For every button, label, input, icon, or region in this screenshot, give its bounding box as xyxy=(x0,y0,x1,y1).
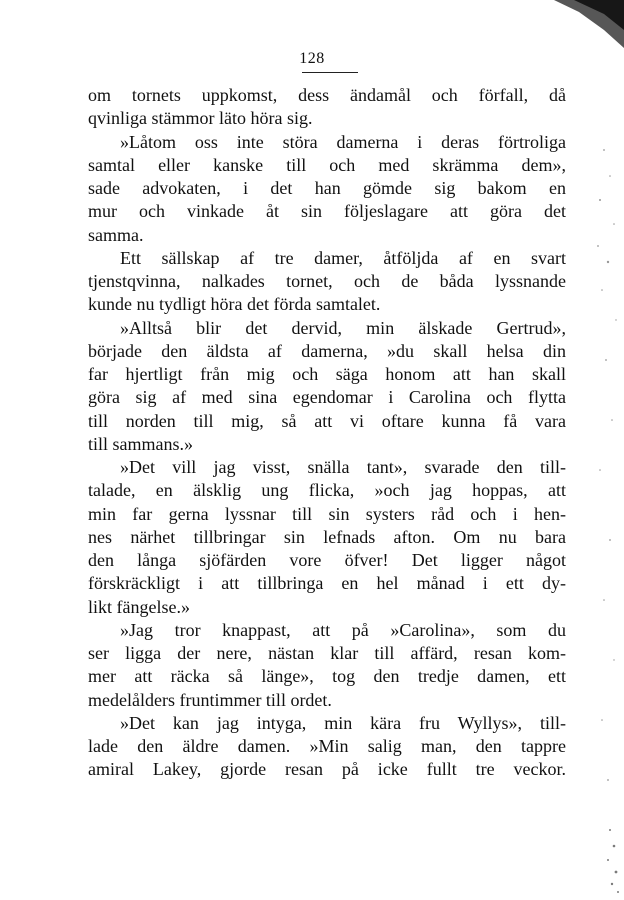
text-line: amiral Lakey, gjorde resan på icke fullt tre veckor. xyxy=(88,759,566,780)
text-line: »Det vill jag visst, snälla tant», svarade den till- xyxy=(120,457,566,477)
text-line: till sammans.» xyxy=(88,433,193,454)
text-line: medelålders fruntimmer till ordet. xyxy=(88,689,332,710)
text-line: samtal eller kanske till och med skrämma dem», xyxy=(88,154,566,175)
text-line: »Låtom oss inte störa damerna i deras förtroliga xyxy=(120,131,566,152)
text-line: tjenstqvinna, nalkades tornet, och de båda lyssnande xyxy=(88,271,566,291)
text-line: började den äldsta af damerna, »du skall helsa din xyxy=(88,340,566,361)
text-line: samma. xyxy=(88,224,144,245)
text-line: om tornets uppkomst, dess ändamål och förfall, då xyxy=(88,85,566,105)
scan-edge-artifacts xyxy=(590,0,624,900)
text-line: »Det kan jag intyga, min kära fru Wyllys», till- xyxy=(120,712,566,733)
text-line: Ett sällskap af tre damer, åtföljda af en svart xyxy=(120,247,566,268)
text-line: mur och vinkade åt sin följeslagare att göra det xyxy=(88,201,566,222)
text-line: nes närhet tillbringar sin lefnads afton. Om nu bara xyxy=(88,526,566,547)
text-line: »Jag tror knappast, att på »Carolina», som du xyxy=(120,619,566,640)
page-number: 128 xyxy=(299,50,325,67)
text-line: förskräckligt i att tillbringa en hel månad i ett dy- xyxy=(88,573,566,594)
text-line: mer att räcka så länge», tog den tredje damen, ett xyxy=(88,666,566,687)
body-text xyxy=(88,84,566,782)
text-line: far hjertligt från mig och säga honom att han skall xyxy=(88,364,566,384)
text-line: ser ligga der nere, nästan klar till affärd, resan kom- xyxy=(88,643,566,663)
text-line: den långa sjöfärden vore öfver! Det ligger något xyxy=(88,550,566,570)
text-line: qvinliga stämmor läto höra sig. xyxy=(88,108,313,129)
text-line: kunde nu tydligt höra det förda samtalet. xyxy=(88,294,381,315)
text-line: göra sig af med sina egendomar i Carolina och flytta xyxy=(88,387,566,408)
text-line: sade advokaten, i det han gömde sig bakom en xyxy=(88,178,566,198)
text-line: till norden till mig, så att vi oftare kunna få vara xyxy=(88,410,566,431)
text-line: min far gerna lyssnar till sin systers råd och i hen- xyxy=(88,503,566,524)
text-line: likt fängelse.» xyxy=(88,596,190,617)
text-line: lade den äldre damen. »Min salig man, den tappre xyxy=(88,736,566,756)
page-number-rule xyxy=(302,72,358,73)
text-line: talade, en älsklig ung flicka, »och jag hoppas, att xyxy=(88,480,566,501)
text-line: »Alltså blir det dervid, min älskade Gertrud», xyxy=(120,317,566,338)
